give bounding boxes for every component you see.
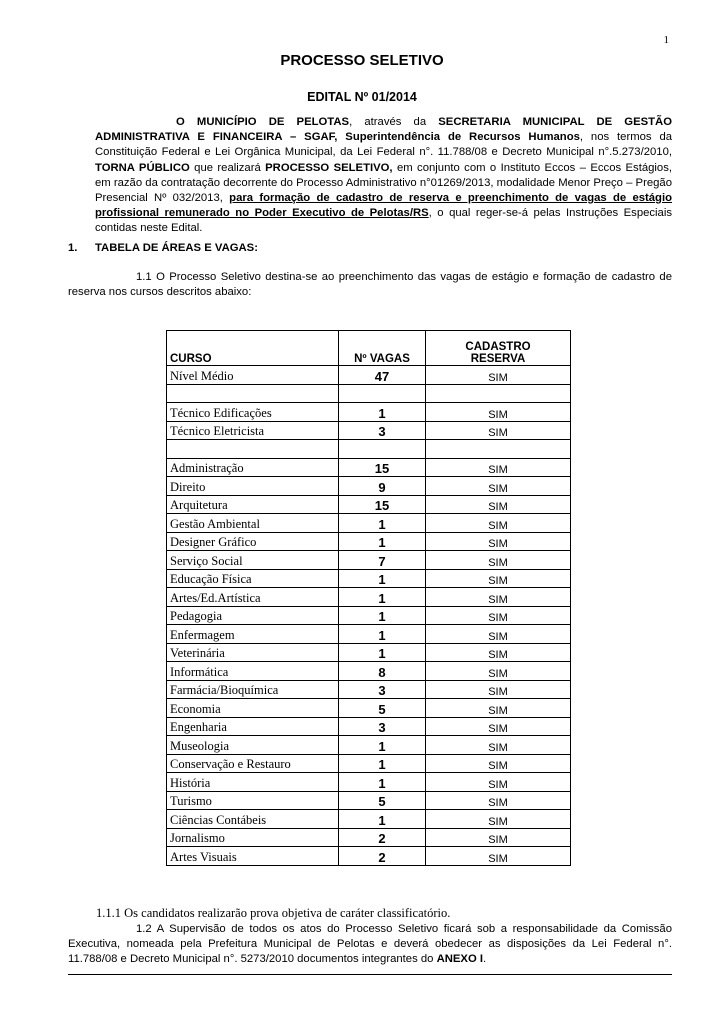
table-row <box>167 569 571 588</box>
reserva-flag: SIM <box>426 606 571 625</box>
vagas-count <box>339 440 426 459</box>
vagas-count: 1 <box>339 569 426 588</box>
reserva-flag: SIM <box>426 477 571 496</box>
course-name: Gestão Ambiental <box>167 514 339 533</box>
vagas-count: 1 <box>339 588 426 607</box>
header-reserva <box>426 331 571 366</box>
reserva-flag: SIM <box>426 662 571 681</box>
reserva-flag: SIM <box>426 495 571 514</box>
course-name: Conservação e Restauro <box>167 754 339 773</box>
intro-text-4: em conjunto com o Instituto Eccos – Eccos Estágios, em razão da contratação decorrente do Processo Administrativo n°01269/2013, modalidade Menor Preço – Pregão Presencial Nº 032/2013, <box>95 161 672 205</box>
course-name: Veterinária <box>167 643 339 662</box>
vagas-count: 1 <box>339 754 426 773</box>
intro-municipio: O MUNICÍPIO DE PELOTAS <box>176 116 350 128</box>
reserva-flag: SIM <box>426 551 571 570</box>
vagas-count: 1 <box>339 736 426 755</box>
table-row <box>167 717 571 736</box>
table-row <box>167 847 571 866</box>
header-vagas: Nº VAGAS <box>339 331 426 366</box>
table-row <box>167 699 571 718</box>
vagas-count: 47 <box>339 366 426 385</box>
vagas-count: 7 <box>339 551 426 570</box>
intro-text-5: , o qual reger-se-á pelas Instruções Especiais contidas neste Edital. <box>95 207 672 235</box>
reserva-flag: SIM <box>426 421 571 440</box>
course-name: Técnico Edificações <box>167 403 339 422</box>
reserva-flag: SIM <box>426 366 571 385</box>
document-subtitle: EDITAL Nº 01/2014 <box>307 90 417 104</box>
table-row <box>167 680 571 699</box>
section-number: 1. <box>68 242 78 254</box>
vagas-table-body <box>167 366 571 866</box>
reserva-flag: SIM <box>426 810 571 829</box>
reserva-flag <box>426 384 571 403</box>
vagas-count: 1 <box>339 625 426 644</box>
table-row <box>167 477 571 496</box>
table-row <box>167 791 571 810</box>
vagas-count: 15 <box>339 458 426 477</box>
intro-finalidade: para formação de cadastro de reserva e preenchimento de vagas de estágio profissional remunerado no Poder Executivo de Pelotas/RS <box>95 192 672 220</box>
vagas-count: 1 <box>339 514 426 533</box>
table-row <box>167 366 571 385</box>
reserva-flag: SIM <box>426 588 571 607</box>
course-name: Enfermagem <box>167 625 339 644</box>
course-name: Educação Física <box>167 569 339 588</box>
reserva-flag: SIM <box>426 699 571 718</box>
paragraph-1-2-text: 1.2 A Supervisão de todos os atos do Processo Seletivo ficará sob a responsabilidade da Comissão Executiva, nomeada pela Prefeitura Municipal de Pelotas e deverá obedecer as disposições da Lei Federal n°. 11.788/08 e Decreto Municipal n°. 5273/2010 documentos integrantes do <box>68 923 672 966</box>
reserva-flag: SIM <box>426 569 571 588</box>
table-row <box>167 532 571 551</box>
table-row <box>167 625 571 644</box>
intro-paragraph <box>95 115 672 237</box>
intro-text-1: , através da <box>349 116 439 128</box>
table-row <box>167 440 571 459</box>
course-name: Turismo <box>167 791 339 810</box>
table-row <box>167 662 571 681</box>
vagas-count: 3 <box>339 421 426 440</box>
footer-rule <box>68 974 672 975</box>
paragraph-1-1 <box>68 270 672 300</box>
vagas-count: 5 <box>339 699 426 718</box>
table-row <box>167 551 571 570</box>
reserva-flag: SIM <box>426 847 571 866</box>
table-row <box>167 495 571 514</box>
table-row <box>167 384 571 403</box>
vagas-count: 5 <box>339 791 426 810</box>
reserva-flag: SIM <box>426 773 571 792</box>
course-name: Designer Gráfico <box>167 532 339 551</box>
reserva-flag: SIM <box>426 403 571 422</box>
intro-processo-seletivo: PROCESSO SELETIVO, <box>265 161 393 174</box>
intro-torna-publico: TORNA PÚBLICO <box>95 161 190 174</box>
table-row <box>167 458 571 477</box>
course-name: Administração <box>167 458 339 477</box>
course-name: Economia <box>167 699 339 718</box>
course-name: Artes/Ed.Artística <box>167 588 339 607</box>
header-curso: CURSO <box>167 331 339 366</box>
reserva-flag: SIM <box>426 532 571 551</box>
course-name: Farmácia/Bioquímica <box>167 680 339 699</box>
intro-text-3: que realizará <box>189 161 266 174</box>
reserva-flag: SIM <box>426 514 571 533</box>
paragraph-1-1-text: 1.1 O Processo Seletivo destina-se ao preenchimento das vagas de estágio e formação de cadastro de reserva nos cursos descritos abaixo: <box>68 271 672 299</box>
table-row <box>167 828 571 847</box>
reserva-flag: SIM <box>426 828 571 847</box>
course-name: História <box>167 773 339 792</box>
vagas-count <box>339 384 426 403</box>
table-row <box>167 810 571 829</box>
paragraph-1-2 <box>68 922 672 968</box>
reserva-flag <box>426 440 571 459</box>
table-row <box>167 606 571 625</box>
paragraph-1-1-1: 1.1.1 Os candidatos realizarão prova objetiva de caráter classificatório. <box>96 906 451 920</box>
course-name: Pedagogia <box>167 606 339 625</box>
vagas-count: 15 <box>339 495 426 514</box>
reserva-flag: SIM <box>426 643 571 662</box>
table-row <box>167 754 571 773</box>
vagas-count: 1 <box>339 403 426 422</box>
course-name <box>167 440 339 459</box>
header-reserva-line1: CADASTRO <box>465 341 531 353</box>
section-1-heading <box>68 242 258 254</box>
course-name: Técnico Eletricista <box>167 421 339 440</box>
table-header-row <box>167 331 571 366</box>
vagas-count: 1 <box>339 773 426 792</box>
vagas-count: 1 <box>339 810 426 829</box>
table-row <box>167 588 571 607</box>
table-row <box>167 403 571 422</box>
course-name: Artes Visuais <box>167 847 339 866</box>
reserva-flag: SIM <box>426 680 571 699</box>
vagas-count: 2 <box>339 847 426 866</box>
vagas-count: 1 <box>339 532 426 551</box>
course-name: Arquitetura <box>167 495 339 514</box>
document-title: PROCESSO SELETIVO <box>280 52 444 69</box>
course-name: Ciências Contábeis <box>167 810 339 829</box>
paragraph-1-2-end: . <box>483 953 487 966</box>
vagas-count: 9 <box>339 477 426 496</box>
vagas-count: 8 <box>339 662 426 681</box>
course-name <box>167 384 339 403</box>
course-name: Informática <box>167 662 339 681</box>
table-row <box>167 421 571 440</box>
reserva-flag: SIM <box>426 717 571 736</box>
course-name: Jornalismo <box>167 828 339 847</box>
page-number: 1 <box>663 34 669 46</box>
reserva-flag: SIM <box>426 458 571 477</box>
course-name: Direito <box>167 477 339 496</box>
course-name: Museologia <box>167 736 339 755</box>
header-reserva-line2: RESERVA <box>470 353 526 365</box>
table-row <box>167 773 571 792</box>
anexo-reference: ANEXO I <box>436 953 484 966</box>
reserva-flag: SIM <box>426 754 571 773</box>
course-name: Serviço Social <box>167 551 339 570</box>
vagas-count: 1 <box>339 643 426 662</box>
reserva-flag: SIM <box>426 736 571 755</box>
table-row <box>167 514 571 533</box>
course-name: Nível Médio <box>167 366 339 385</box>
course-name: Engenharia <box>167 717 339 736</box>
vagas-count: 2 <box>339 828 426 847</box>
reserva-flag: SIM <box>426 791 571 810</box>
vagas-count: 3 <box>339 680 426 699</box>
vagas-count: 1 <box>339 606 426 625</box>
section-title: TABELA DE ÁREAS E VAGAS: <box>95 242 258 254</box>
intro-secretaria: SECRETARIA MUNICIPAL DE GESTÃO ADMINISTRATIVA E FINANCEIRA – SGAF, Superintendência de Recursos Humanos <box>95 116 672 144</box>
table-row <box>167 643 571 662</box>
vagas-table <box>166 330 571 866</box>
intro-text-2: , nos termos da Constituição Federal e Lei Orgânica Municipal, da Lei Federal n°. 11.788/08 e Decreto Municipal n°.5.273/2010, <box>95 131 673 159</box>
reserva-flag: SIM <box>426 625 571 644</box>
vagas-count: 3 <box>339 717 426 736</box>
table-row <box>167 736 571 755</box>
